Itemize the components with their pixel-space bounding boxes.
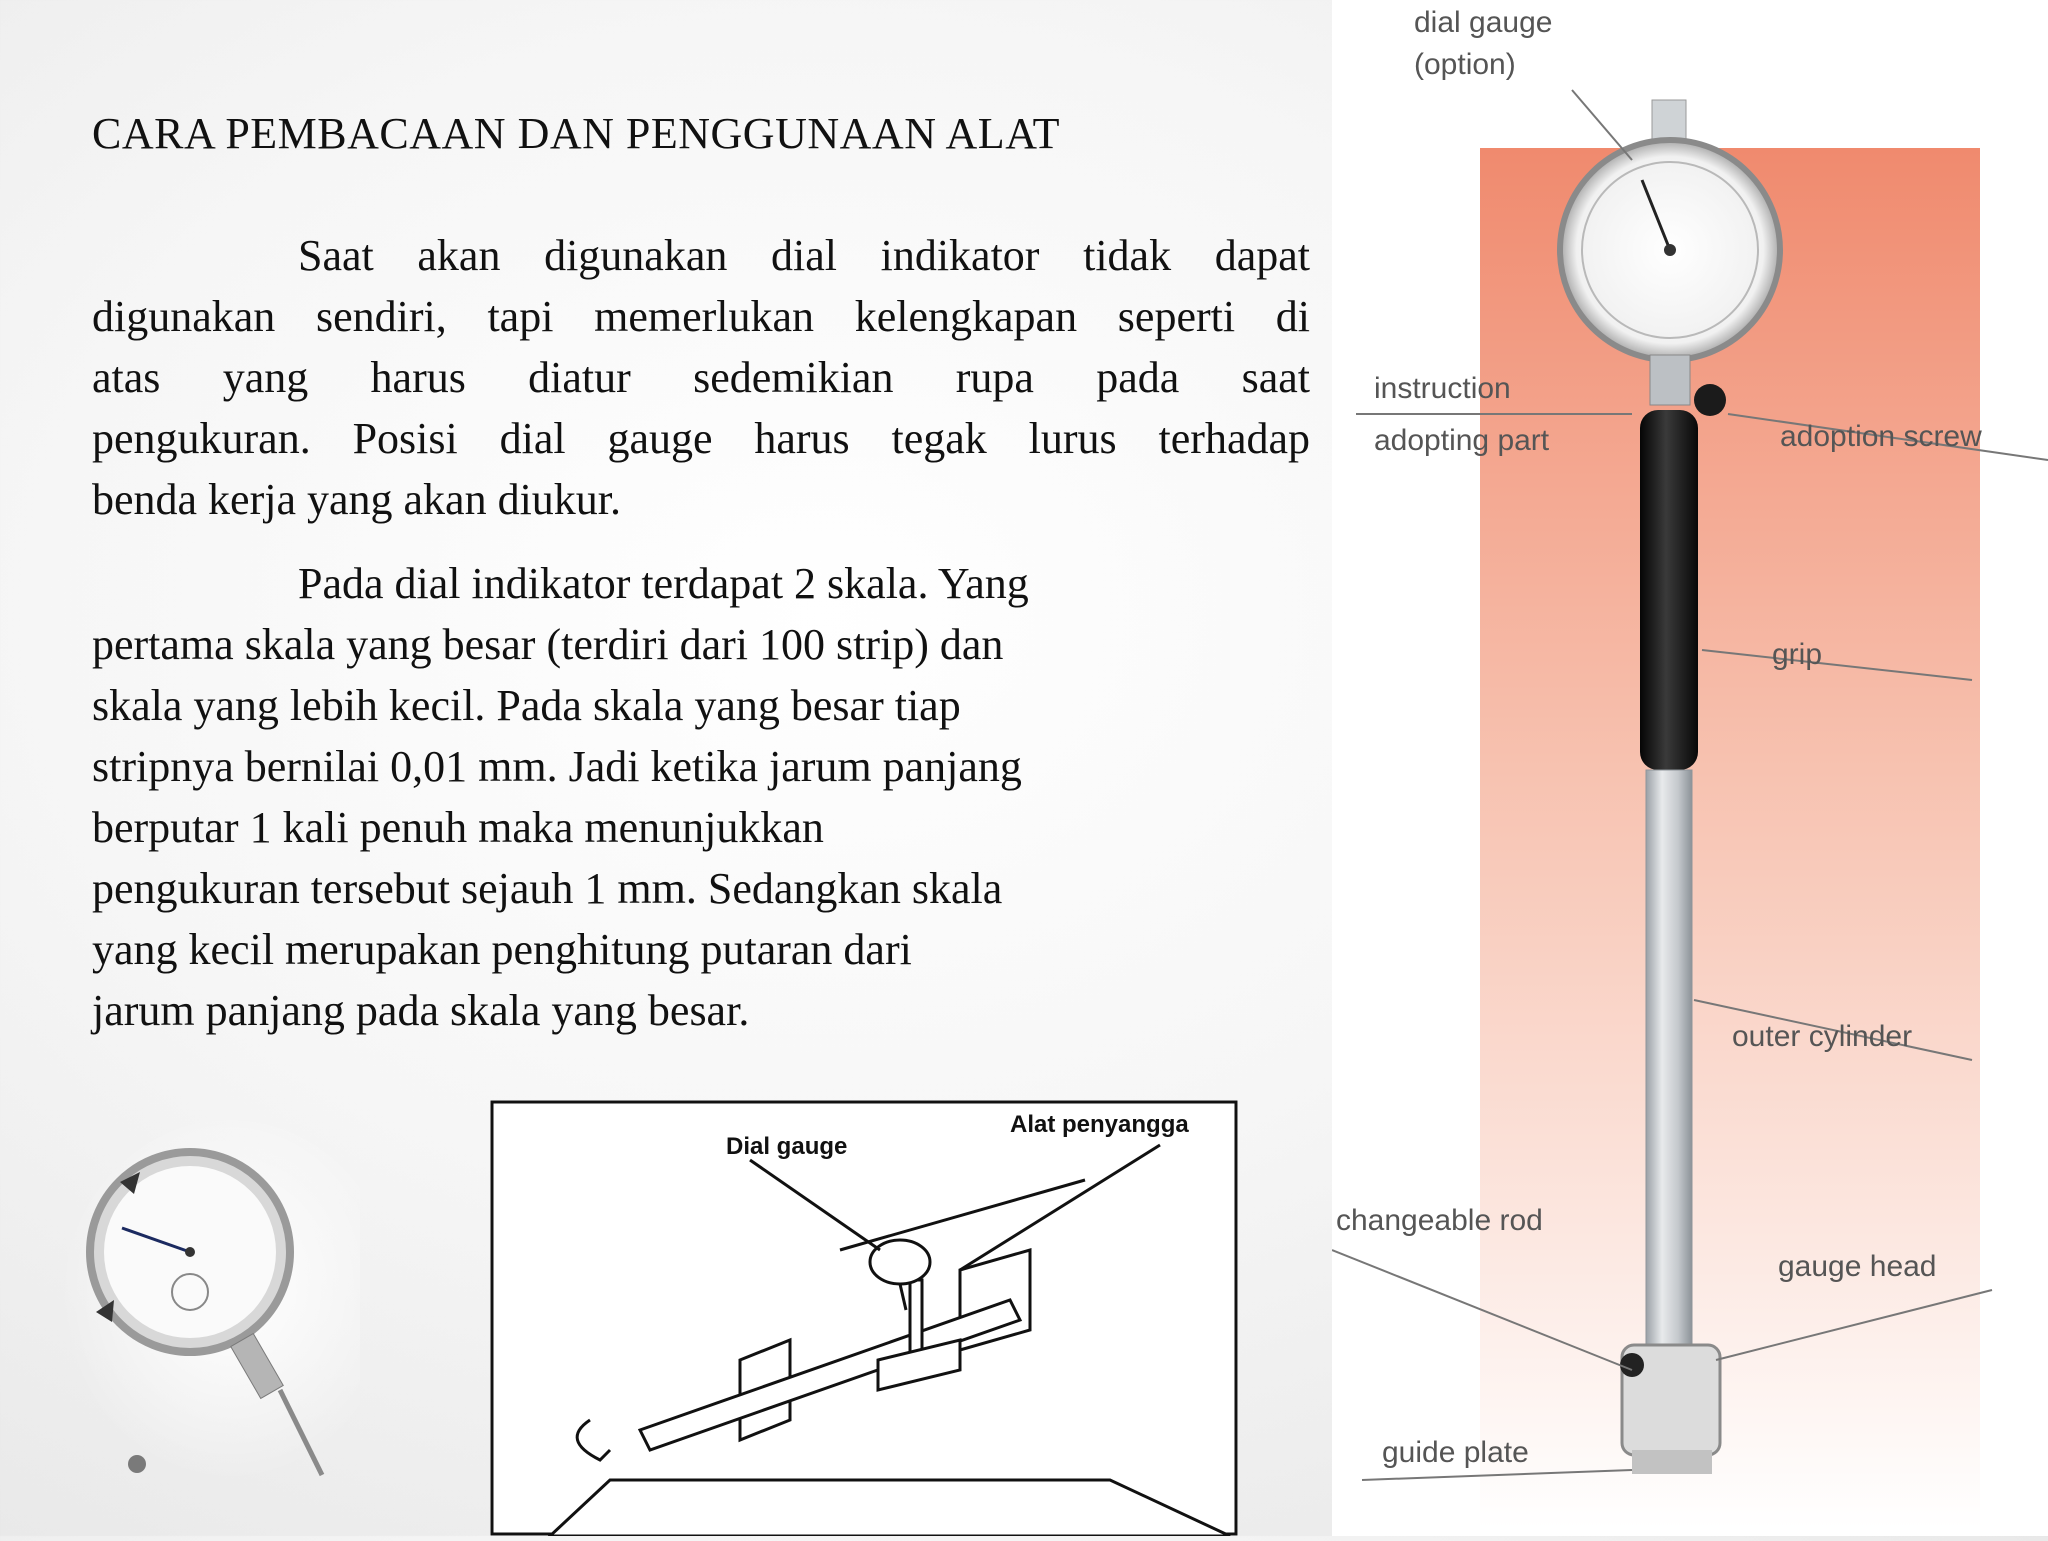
label-changeable-rod: changeable rod [1336, 1204, 1543, 1237]
paragraph-1-line: Saat akan digunakan dial indikator tidak dapat [298, 231, 1310, 280]
paragraph-1-line: digunakan sendiri, tapi memerlukan kelengkapan seperti di [92, 292, 1310, 341]
adoption-screw-knob [1694, 384, 1726, 416]
dial-indicator-photo [60, 1090, 360, 1490]
dial-neck [1650, 355, 1690, 405]
measuring-setup-figure [490, 1100, 1238, 1536]
paragraph-2-line: stripnya bernilai 0,01 mm. Jadi ketika jarum panjang [92, 742, 1022, 791]
dial-indicator-illustration [60, 1090, 360, 1490]
paragraph-2-line: berputar 1 kali penuh maka menunjukkan [92, 803, 824, 852]
table-surface [550, 1480, 1230, 1536]
paragraph-1-line: atas yang harus diatur sedemikian rupa pada saat [92, 353, 1310, 402]
support-stand-post [910, 1280, 922, 1360]
paragraph-1 [92, 225, 1310, 530]
paragraph-2-line: Pada dial indikator terdapat 2 skala. Yang [298, 559, 1029, 608]
label-adopting-part: adopting part [1374, 424, 1550, 457]
label-setup-dial-gauge: Dial gauge [726, 1133, 848, 1160]
paragraph-1-line: benda kerja yang akan diukur. [92, 475, 622, 524]
bore-gauge-figure [1332, 0, 2048, 1536]
gauge-head-base [1632, 1450, 1712, 1474]
slide-title: CARA PEMBACAAN DAN PENGGUNAAN ALAT [92, 109, 1060, 158]
label-dial-gauge: dial gauge [1414, 6, 1553, 39]
gauge-head-contact [1620, 1353, 1644, 1377]
grip-body [1640, 410, 1698, 770]
label-instruction: instruction [1374, 372, 1511, 405]
label-adoption-screw: adoption screw [1780, 420, 1982, 453]
paragraph-1-line: pengukuran. Posisi dial gauge harus tegak lurus terhadap [92, 414, 1310, 463]
label-gauge-head: gauge head [1778, 1250, 1937, 1283]
label-dial-gauge-option: (option) [1414, 48, 1516, 81]
paragraph-2-line: yang kecil merupakan penghitung putaran dari [92, 925, 912, 974]
label-outer-cylinder: outer cylinder [1732, 1020, 1913, 1053]
paragraph-2-line: pertama skala yang besar (terdiri dari 100 strip) dan [92, 620, 1004, 669]
paragraph-2-line: skala yang lebih kecil. Pada skala yang besar tiap [92, 681, 961, 730]
outer-cylinder [1646, 770, 1692, 1350]
slide-bullet [128, 1455, 146, 1473]
paragraph-2-line: pengukuran tersebut sejauh 1 mm. Sedangkan skala [92, 864, 1003, 913]
dial-gauge-body [870, 1240, 930, 1284]
measuring-setup-illustration [490, 1100, 1238, 1536]
bore-gauge-illustration [1332, 0, 2048, 1536]
dial-center [185, 1247, 195, 1257]
label-grip: grip [1772, 638, 1823, 671]
backdrop [1480, 148, 1980, 1528]
dial-hub [1664, 244, 1676, 256]
label-alat-penyangga: Alat penyangga [1010, 1111, 1189, 1138]
label-guide-plate: guide plate [1382, 1436, 1529, 1469]
paragraph-2-line: jarum panjang pada skala yang besar. [92, 986, 750, 1035]
paragraph-2 [92, 553, 1272, 1041]
